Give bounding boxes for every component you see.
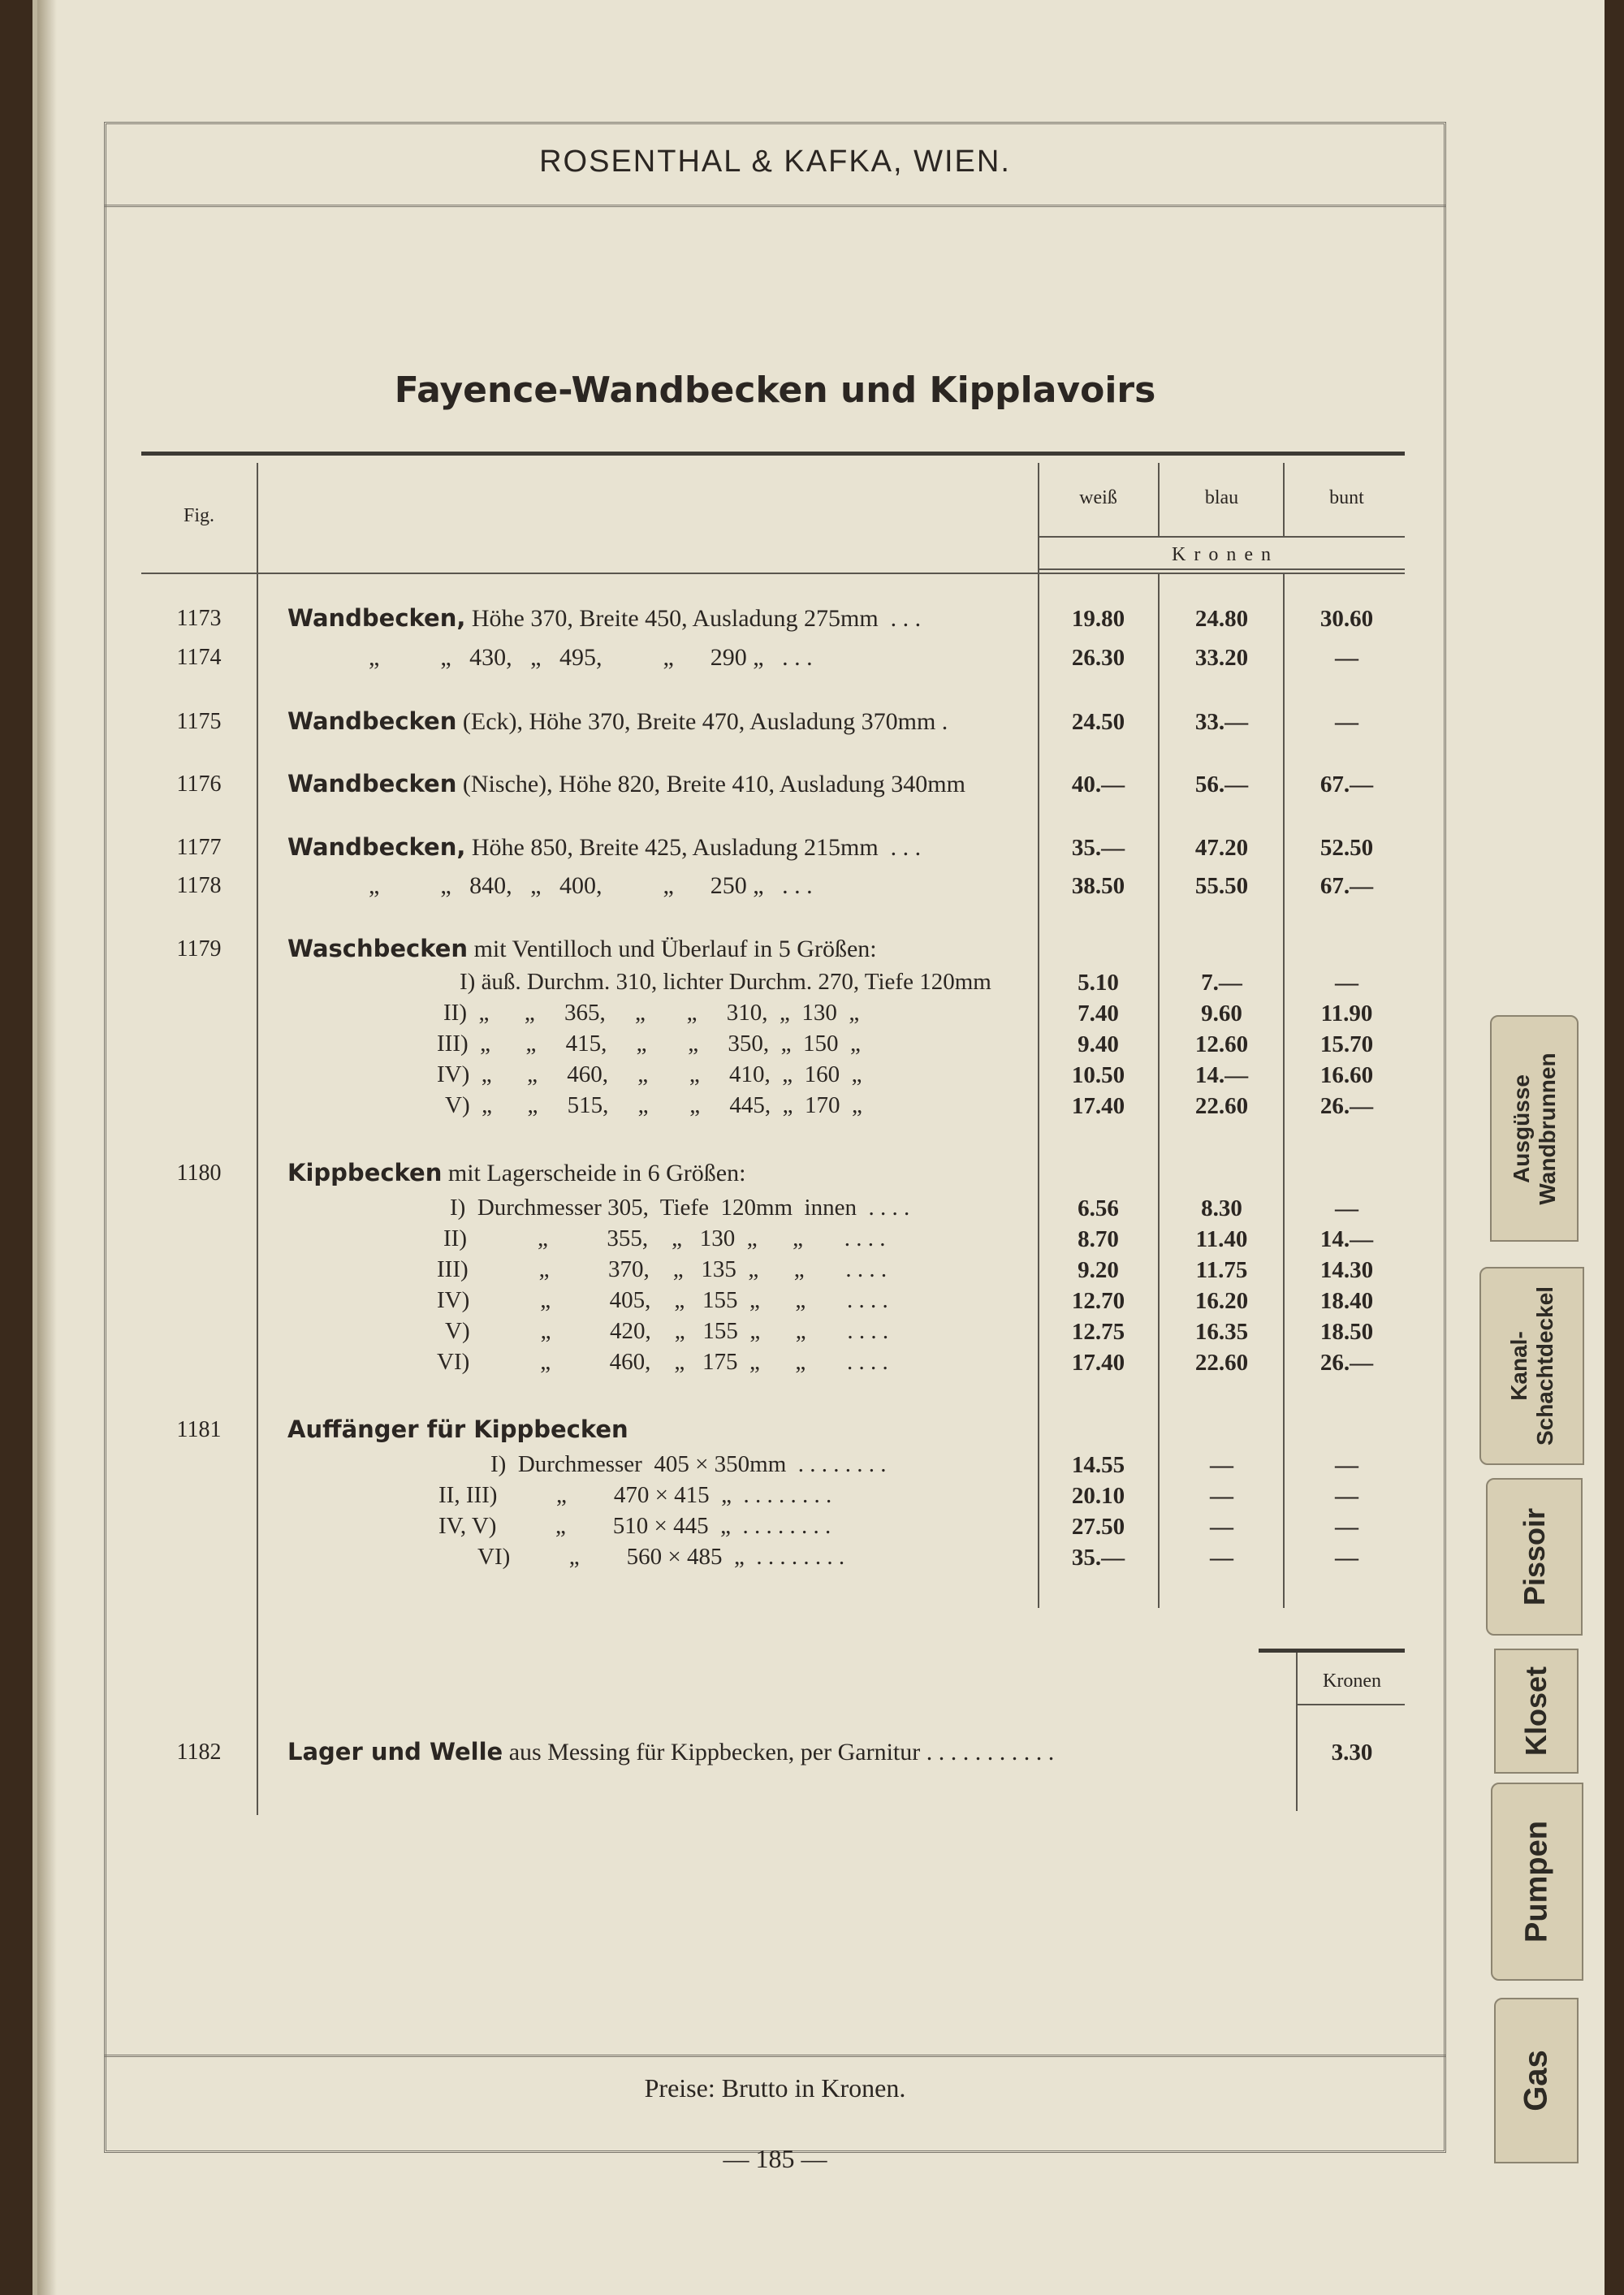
price-weiss: 20.10 (1071, 1483, 1125, 1509)
page-number: — 185 — (723, 2144, 827, 2173)
price-blau: — (1210, 1452, 1233, 1478)
price-bunt: 18.40 (1320, 1288, 1374, 1314)
price-bunt: — (1335, 1514, 1358, 1540)
price-weiss: 17.40 (1071, 1093, 1125, 1119)
price-blau: — (1210, 1545, 1233, 1571)
price-weiss: 9.40 (1078, 1031, 1119, 1057)
price-blau: 14.— (1194, 1062, 1249, 1088)
table-row (287, 1158, 745, 1188)
tab-ausguesse[interactable]: Ausgüsse Wandbrunnen (1490, 1015, 1579, 1242)
column-header-kronen: K r o n e n (1172, 544, 1272, 565)
tab-kloset[interactable]: Kloset (1494, 1649, 1579, 1774)
price-weiss: 14.55 (1071, 1452, 1125, 1478)
price-weiss: 35.— (1071, 1545, 1125, 1571)
fig-number: 1179 (176, 936, 222, 962)
price-bunt: 15.70 (1320, 1031, 1374, 1057)
price-bunt: — (1335, 970, 1358, 996)
price-bunt: — (1335, 709, 1358, 735)
price-bunt: — (1335, 1545, 1358, 1571)
fig-number: 1182 (176, 1740, 222, 1765)
price-weiss: 6.56 (1078, 1195, 1119, 1221)
price-weiss: 24.50 (1071, 709, 1125, 735)
price-weiss: 17.40 (1071, 1350, 1125, 1376)
price-weiss: 8.70 (1078, 1226, 1119, 1252)
size-label: VI) „ 560 × 485 „ . . . . . . . . (477, 1544, 845, 1570)
size-label: II) „ 355, „ 130 „ „ . . . . (443, 1225, 886, 1251)
kronen-rule-bottom (1038, 568, 1405, 570)
column-header-bunt: bunt (1329, 487, 1364, 508)
price-bunt: 30.60 (1320, 606, 1374, 632)
price-weiss: 35.— (1071, 835, 1125, 861)
price-blau: — (1210, 1483, 1233, 1509)
blau-column-divider (1158, 573, 1160, 1608)
size-label: IV) „ „ 460, „ „ 410, „ 160 „ (437, 1061, 862, 1087)
page-title: Fayence-Wandbecken und Kipplavoirs (394, 370, 1156, 411)
fig-number: 1176 (176, 771, 222, 797)
kronen-box-top-rule (1259, 1649, 1405, 1653)
price-weiss: 26.30 (1071, 645, 1125, 671)
table-header-rule (141, 573, 1405, 574)
item-name: Auffänger für Kippbecken (287, 1415, 628, 1443)
kronen-box-rule (1296, 1704, 1405, 1705)
column-header-weiss: weiß (1079, 487, 1117, 508)
table-row (287, 1737, 1054, 1767)
price-blau: 55.50 (1194, 873, 1249, 899)
price-bunt: 14.— (1320, 1226, 1374, 1252)
price-blau: 33.20 (1194, 645, 1249, 671)
table-row (369, 871, 813, 901)
price-blau: 12.60 (1194, 1031, 1249, 1057)
item-name: Waschbecken (287, 935, 469, 962)
fig-number: 1181 (176, 1417, 222, 1442)
item-spec: mit Ventilloch und Überlauf in 5 Größen: (468, 936, 877, 962)
tab-pissoir[interactable]: Pissoir (1486, 1478, 1583, 1636)
prices-note: Preise: Brutto in Kronen. (644, 2073, 906, 2103)
price-blau: 8.30 (1201, 1195, 1242, 1221)
kronen-label: Kronen (1323, 1670, 1381, 1692)
item-name: Lager und Welle (287, 1738, 503, 1766)
fig-number: 1173 (176, 606, 222, 631)
price-blau: 22.60 (1194, 1093, 1249, 1119)
fig-number: 1174 (176, 645, 222, 670)
price-blau: — (1210, 1514, 1233, 1540)
footer-divider (104, 2055, 1446, 2057)
size-label: III) „ „ 415, „ „ 350, „ 150 „ (437, 1031, 861, 1057)
size-label: I) äuß. Durchm. 310, lichter Durchm. 270, Tiefe 120mm (460, 969, 991, 995)
price-bunt: 16.60 (1320, 1062, 1374, 1088)
bunt-column-divider-top (1283, 463, 1285, 536)
size-label: VI) „ 460, „ 175 „ „ . . . . (437, 1349, 888, 1375)
price-blau: 11.75 (1195, 1257, 1248, 1283)
price-blau: 56.— (1194, 771, 1249, 797)
kronen-box-divider (1296, 1653, 1298, 1811)
price-weiss: 7.40 (1078, 1001, 1119, 1026)
price-weiss: 19.80 (1071, 606, 1125, 632)
price-bunt: — (1335, 1483, 1358, 1509)
size-label: III) „ 370, „ 135 „ „ . . . . (437, 1256, 888, 1282)
price-blau: 7.— (1201, 970, 1242, 996)
item-spec: aus Messing für Kippbecken, per Garnitur . . . . . . . . . . . (503, 1739, 1055, 1766)
price-bunt: — (1335, 1195, 1358, 1221)
price-weiss: 38.50 (1071, 873, 1125, 899)
price-bunt: 26.— (1320, 1093, 1374, 1119)
table-row (287, 832, 921, 862)
item-spec: (Nische), Höhe 820, Breite 410, Ausladung 340mm (456, 771, 965, 797)
page-binding (37, 0, 57, 2295)
table-row (287, 769, 965, 799)
fig-number: 1177 (176, 835, 222, 860)
item-name: Wandbecken (287, 707, 457, 735)
price-blau: 16.35 (1194, 1319, 1249, 1345)
price-blau: 16.20 (1194, 1288, 1249, 1314)
column-header-fig: Fig. (183, 505, 214, 526)
item-name: Wandbecken, (287, 604, 466, 632)
fig-number: 1175 (176, 709, 222, 734)
price-weiss: 5.10 (1078, 970, 1119, 996)
price-weiss: 12.70 (1071, 1288, 1125, 1314)
table-row (287, 707, 948, 737)
column-header-blau: blau (1204, 487, 1239, 508)
item-spec: mit Lagerscheide in 6 Größen: (442, 1160, 746, 1186)
size-label: II, III) „ 470 × 415 „ . . . . . . . . (438, 1482, 832, 1508)
table-row (287, 1415, 628, 1445)
price-weiss: 9.20 (1078, 1257, 1119, 1283)
price-garnitur: 3.30 (1331, 1740, 1373, 1766)
price-weiss: 27.50 (1071, 1514, 1125, 1540)
price-blau: 11.40 (1195, 1226, 1248, 1252)
price-bunt: 52.50 (1320, 835, 1374, 861)
fig-number: 1178 (176, 873, 222, 898)
item-name: Wandbecken, (287, 833, 466, 861)
price-bunt: 14.30 (1320, 1257, 1374, 1283)
bunt-column-divider (1283, 573, 1285, 1608)
table-row (287, 934, 877, 964)
weiss-column-divider (1038, 463, 1039, 1608)
kronen-rule-top (1038, 536, 1405, 538)
blau-column-divider-top (1158, 463, 1160, 536)
price-bunt: 67.— (1320, 873, 1374, 899)
size-label: V) „ 420, „ 155 „ „ . . . . (445, 1318, 889, 1344)
price-bunt: 18.50 (1320, 1319, 1374, 1345)
size-label: IV, V) „ 510 × 445 „ . . . . . . . . (438, 1513, 831, 1539)
item-spec: (Eck), Höhe 370, Breite 470, Ausladung 370mm . (456, 708, 948, 735)
price-blau: 33.— (1194, 709, 1249, 735)
price-bunt: 11.90 (1320, 1001, 1373, 1026)
page-frame (104, 122, 1446, 2153)
header-divider (104, 205, 1446, 207)
fig-number: 1180 (176, 1160, 222, 1186)
item-spec: Höhe 370, Breite 450, Ausladung 275mm . . . (465, 605, 922, 632)
table-row (287, 603, 921, 633)
price-blau: 24.80 (1194, 606, 1249, 632)
item-name: Wandbecken (287, 770, 457, 797)
price-bunt: — (1335, 645, 1358, 671)
price-blau: 22.60 (1194, 1350, 1249, 1376)
item-name: Kippbecken (287, 1159, 443, 1186)
size-label: I) Durchmesser 305, Tiefe 120mm innen . . . . (450, 1195, 910, 1221)
company-header: ROSENTHAL & KAFKA, WIEN. (539, 145, 1011, 179)
fig-column-divider (257, 463, 258, 1815)
price-weiss: 40.— (1071, 771, 1125, 797)
table-top-rule (141, 452, 1405, 456)
item-spec: „ „ 840, „ 400, „ 250 „ . . . (369, 872, 813, 899)
size-label: V) „ „ 515, „ „ 445, „ 170 „ (445, 1092, 862, 1118)
price-blau: 9.60 (1201, 1001, 1242, 1026)
size-label: I) Durchmesser 405 × 350mm . . . . . . . . (490, 1451, 887, 1477)
table-row (369, 642, 813, 672)
price-bunt: 67.— (1320, 771, 1374, 797)
size-label: II) „ „ 365, „ „ 310, „ 130 „ (443, 1000, 860, 1026)
item-spec: „ „ 430, „ 495, „ 290 „ . . . (369, 644, 813, 671)
tab-pumpen[interactable]: Pumpen (1491, 1783, 1583, 1981)
price-weiss: 12.75 (1071, 1319, 1125, 1345)
tab-kanal-schachtdeckel[interactable]: Kanal- Schachtdeckel (1479, 1267, 1584, 1465)
tab-gas[interactable]: Gas (1494, 1998, 1579, 2163)
size-label: IV) „ 405, „ 155 „ „ . . . . (437, 1287, 888, 1313)
price-bunt: — (1335, 1452, 1358, 1478)
price-bunt: 26.— (1320, 1350, 1374, 1376)
price-blau: 47.20 (1194, 835, 1249, 861)
item-spec: Höhe 850, Breite 425, Ausladung 215mm . . . (465, 834, 922, 861)
price-weiss: 10.50 (1071, 1062, 1125, 1088)
